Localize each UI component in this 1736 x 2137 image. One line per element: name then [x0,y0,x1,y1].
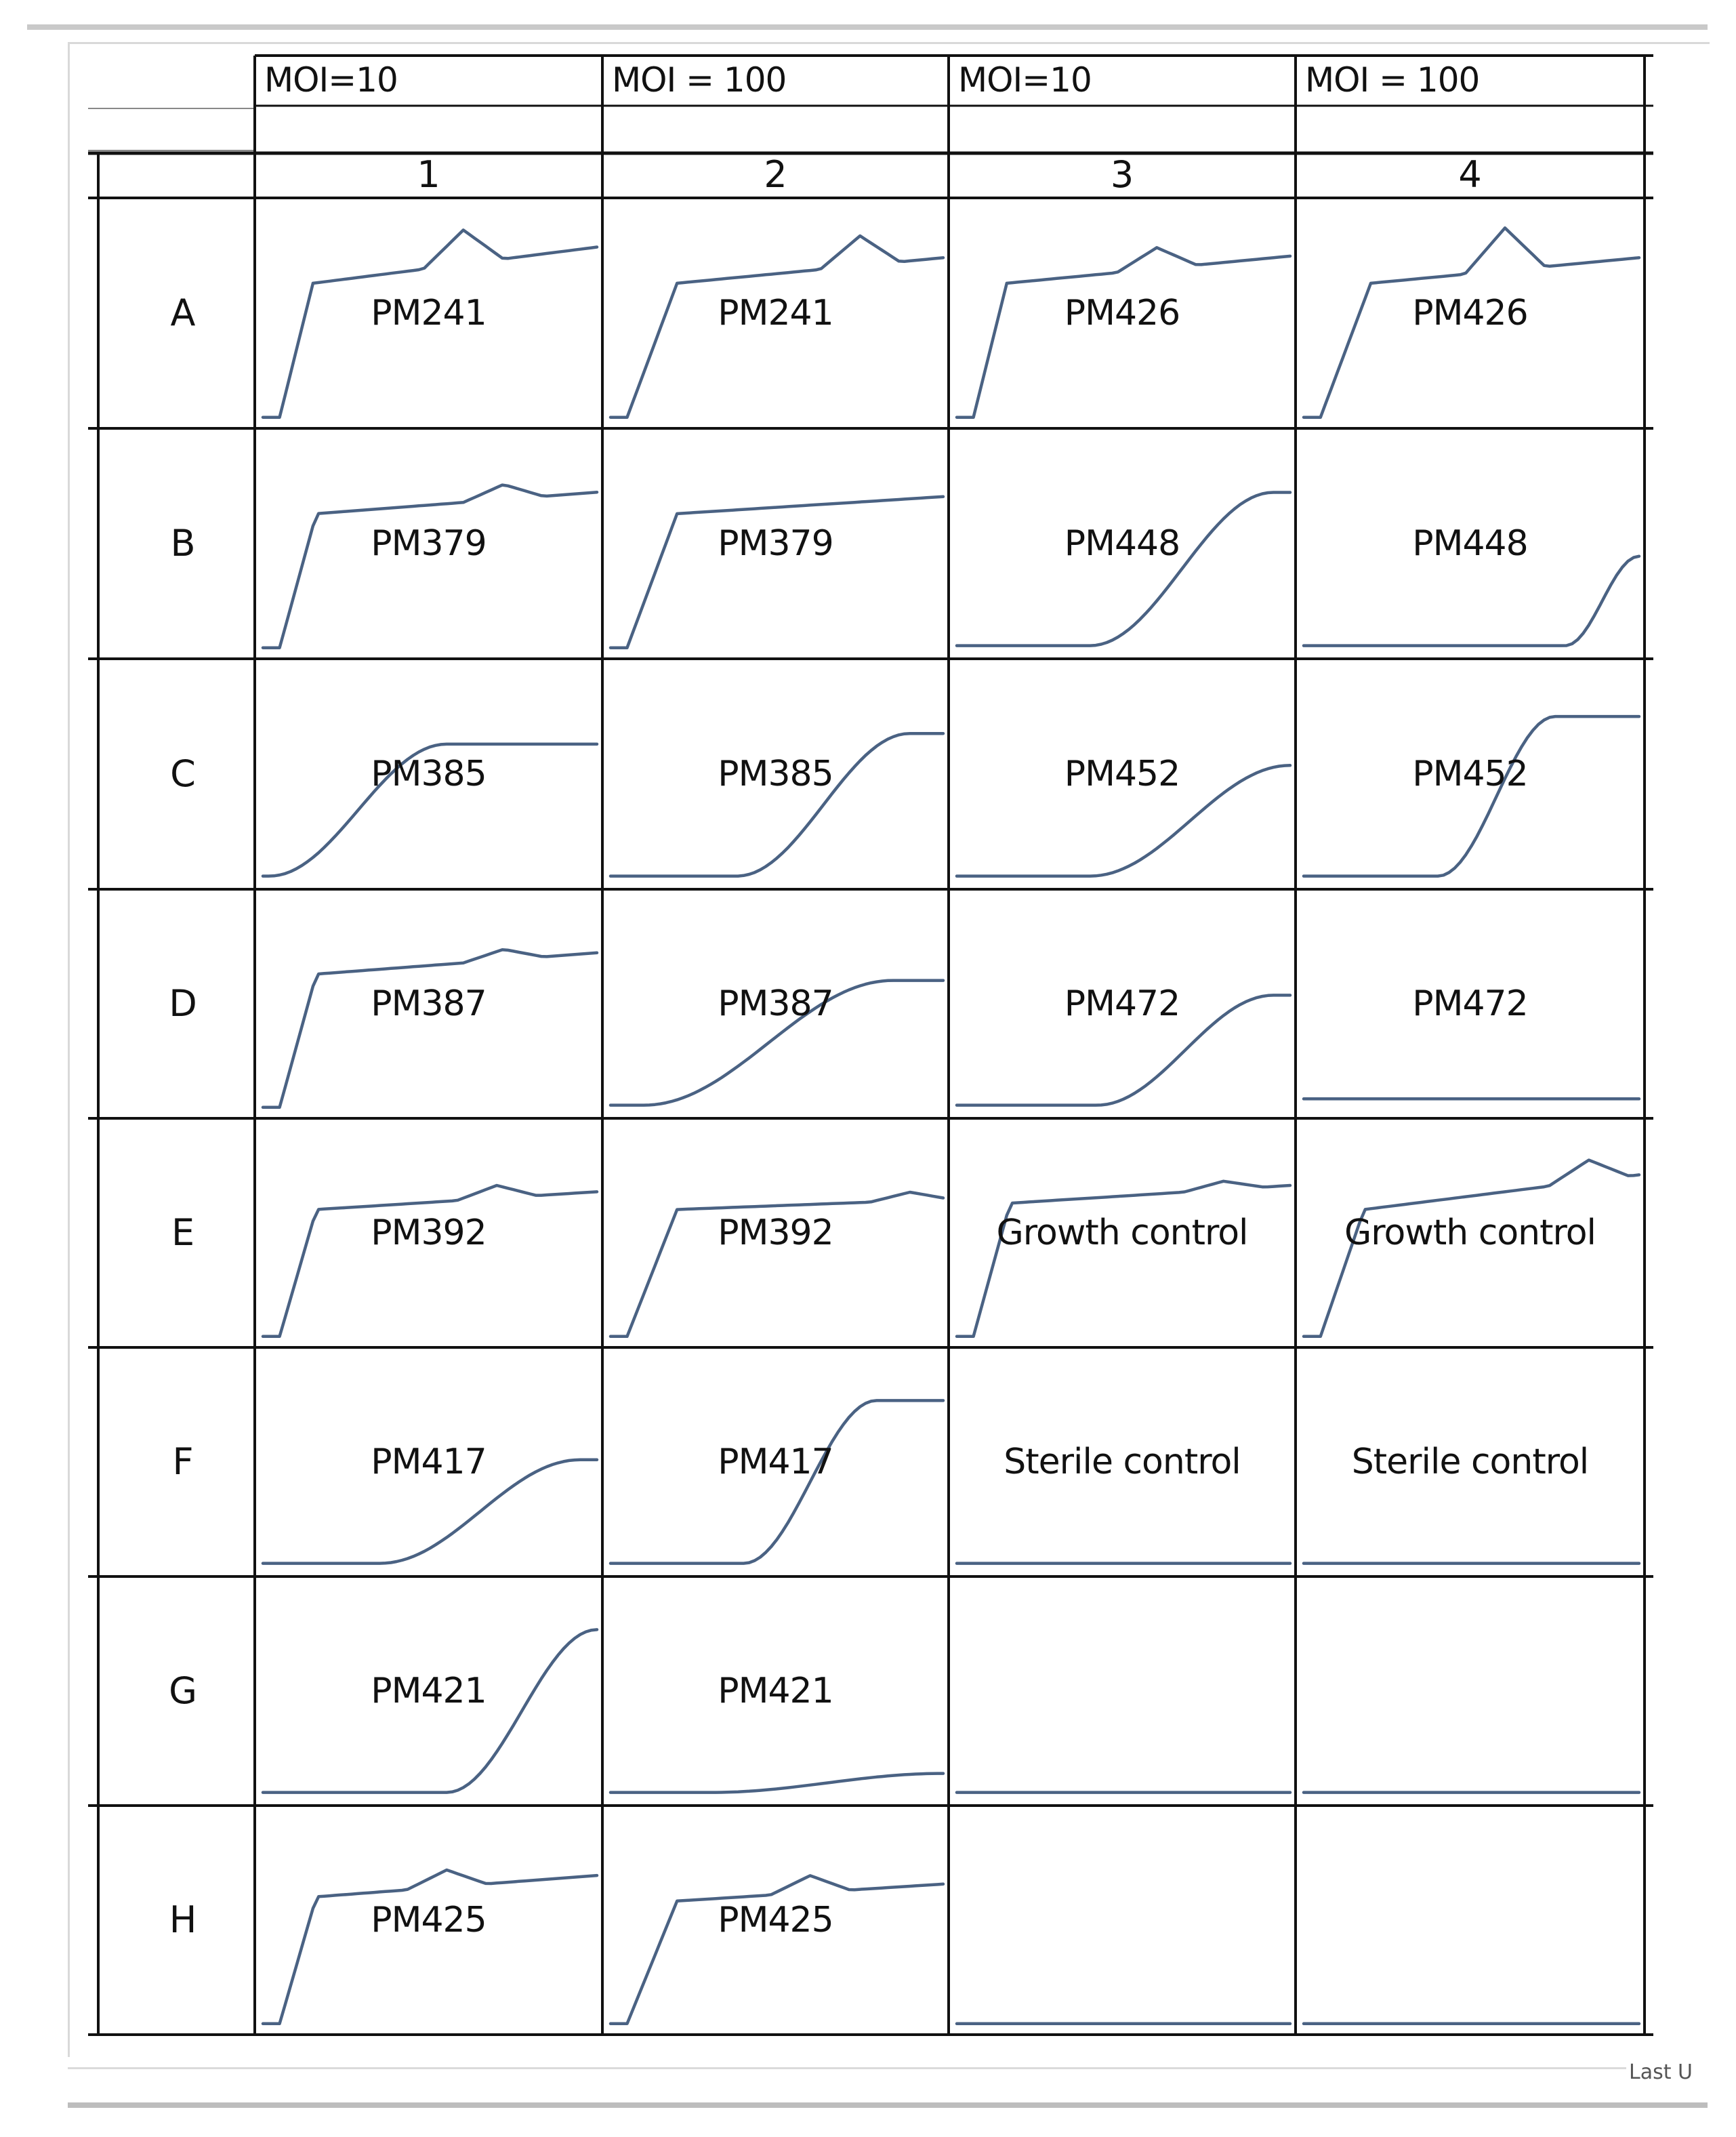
well-label: PM425 [718,1900,833,1940]
footer-divider [68,2102,1708,2108]
row-letter: E [171,1211,195,1254]
well-label: PM472 [1412,983,1528,1024]
well-label: PM417 [371,1442,487,1482]
column-number: 3 [1110,153,1134,196]
growth-curve [611,497,943,648]
column-number: 1 [417,153,440,196]
well-label: PM392 [718,1213,833,1253]
moi-label: MOI=10 [264,60,398,100]
footer-divider-thin [68,2067,1626,2069]
growth-curve [263,1870,597,2024]
well-label: PM387 [371,983,487,1024]
well-label: PM426 [1412,293,1528,333]
well-label: PM425 [371,1900,487,1940]
moi-label: MOI = 100 [1305,60,1480,100]
growth-curve [1304,716,1639,876]
growth-curve [611,1875,943,2023]
well-label: PM387 [718,983,833,1024]
well-label: PM379 [371,523,487,564]
well-label: PM417 [718,1442,833,1482]
well-label: Growth control [996,1213,1248,1253]
growth-curve [1304,556,1639,646]
well-label: Growth control [1344,1213,1596,1253]
well-label: PM452 [1064,754,1180,794]
well-label: PM385 [371,754,487,794]
growth-curve [957,493,1290,646]
well-label: PM392 [371,1213,487,1253]
well-label: PM448 [1412,523,1528,564]
column-number: 4 [1458,153,1482,196]
well-label: PM421 [718,1671,833,1711]
growth-curve [263,485,597,648]
well-label: PM448 [1064,523,1180,564]
moi-label: MOI = 100 [612,60,787,100]
growth-curve [957,1181,1290,1337]
column-number: 2 [764,153,787,196]
row-letter: D [169,982,197,1025]
well-label: PM379 [718,523,833,564]
well-label: PM385 [718,754,833,794]
row-letter: A [170,291,196,334]
last-updated-text: Last U [1629,2060,1693,2084]
row-letter: G [169,1669,197,1712]
well-label: Sterile control [1004,1442,1241,1482]
well-label: PM241 [371,293,487,333]
row-letter: B [170,522,196,565]
row-letter: F [172,1440,194,1483]
growth-curve [611,1774,943,1793]
row-letter: C [170,752,196,795]
well-label: PM452 [1412,754,1528,794]
well-label: Sterile control [1351,1442,1589,1482]
moi-label: MOI=10 [958,60,1092,100]
well-label: PM426 [1064,293,1180,333]
growth-curve [263,950,597,1107]
growth-curve [263,1185,597,1337]
well-label: PM472 [1064,983,1180,1024]
well-label: PM421 [371,1671,487,1711]
row-letter: H [169,1898,197,1941]
well-label: PM241 [718,293,833,333]
